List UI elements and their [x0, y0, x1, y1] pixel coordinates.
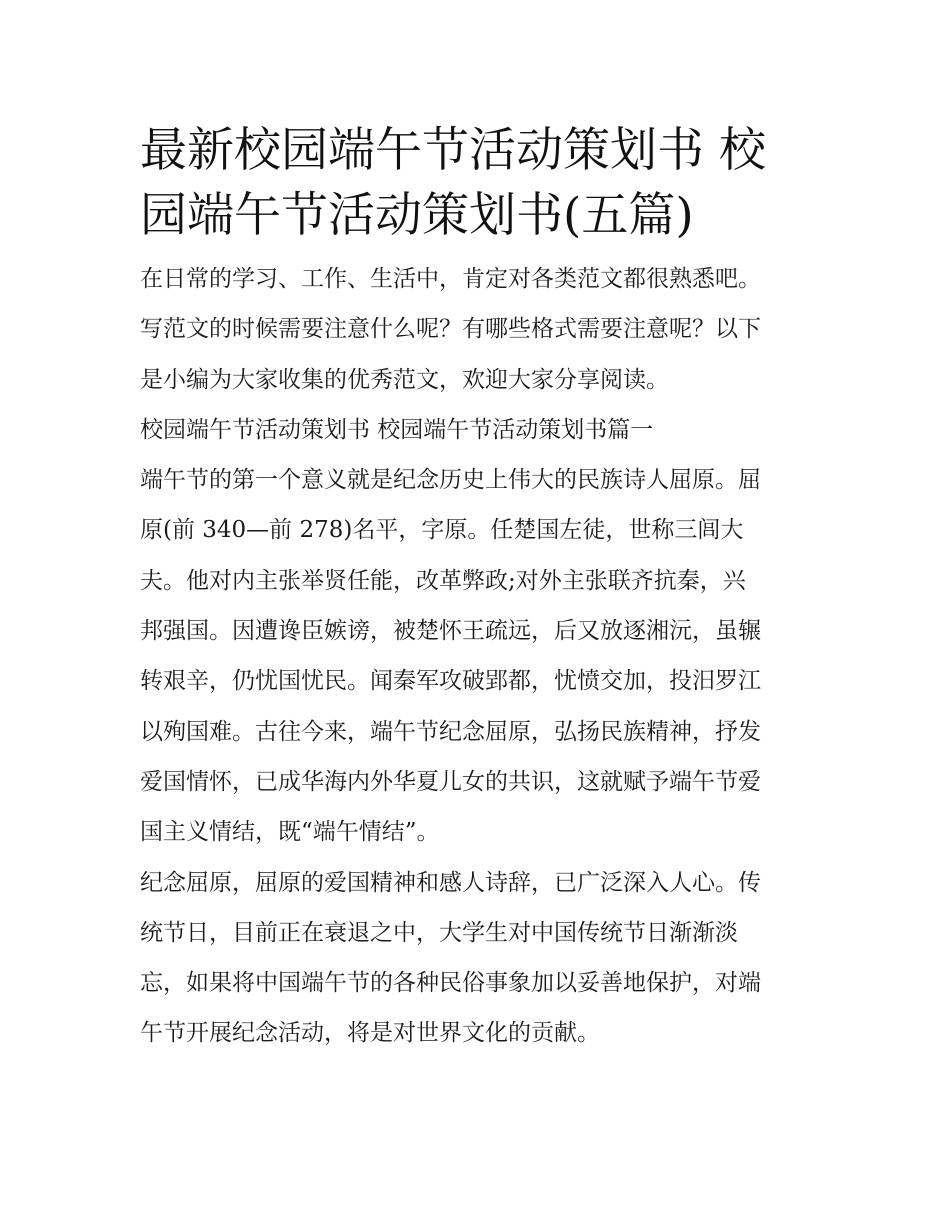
text-line: 纪念屈原，屈原的爱国精神和感人诗辞，已广泛深入人心。传	[140, 869, 761, 896]
text-line: 转艰辛，仍忧国忧民。闻秦军攻破郢都，忧愤交加，投汨罗江	[140, 668, 761, 695]
text-line: 写范文的时候需要注意什么呢？有哪些格式需要注意呢？以下	[140, 316, 761, 343]
text-line: 端午节的第一个意义就是纪念历史上伟大的民族诗人屈原。屈	[140, 467, 761, 494]
text-line: 爱国情怀，已成华海内外华夏儿女的共识，这就赋予端午节爱	[140, 768, 761, 795]
section-heading: 校园端午节活动策划书 校园端午节活动策划书篇一	[140, 416, 654, 443]
title-line: 最新校园端午节活动策划书 校	[140, 123, 766, 178]
title-line: 园端午节活动策划书(五篇)	[140, 188, 694, 243]
document-body	[140, 254, 815, 1059]
text-line: 是小编为大家收集的优秀范文，欢迎大家分享阅读。	[140, 366, 669, 393]
text-line: 午节开展纪念活动，将是对世界文化的贡献。	[140, 1020, 600, 1047]
text-line: 邦强国。因遭谗臣嫉谤，被楚怀王疏远，后又放逐湘沅，虽辗	[140, 618, 761, 645]
text-line: 国主义情结，既“端午情结”。	[140, 819, 440, 846]
document-page	[140, 118, 815, 1059]
text-line: 夫。他对内主张举贤任能，改革弊政;对外主张联齐抗秦，兴	[140, 567, 746, 594]
text-line: 原(前 340—前 278)名平，字原。任楚国左徒，世称三闾大	[140, 517, 744, 544]
text-line: 统节日，目前正在衰退之中，大学生对中国传统节日渐渐淡	[140, 919, 738, 946]
document-title	[140, 118, 815, 248]
text-line: 在日常的学习、工作、生活中，肯定对各类范文都很熟悉吧。	[140, 266, 761, 292]
paragraph-1	[140, 455, 815, 857]
text-line: 忘，如果将中国端午节的各种民俗事象加以妥善地保护，对端	[140, 970, 761, 997]
paragraph-2	[140, 858, 815, 1059]
intro-paragraph	[140, 254, 815, 405]
text-line: 以殉国难。古往今来，端午节纪念屈原，弘扬民族精神，抒发	[140, 718, 761, 745]
